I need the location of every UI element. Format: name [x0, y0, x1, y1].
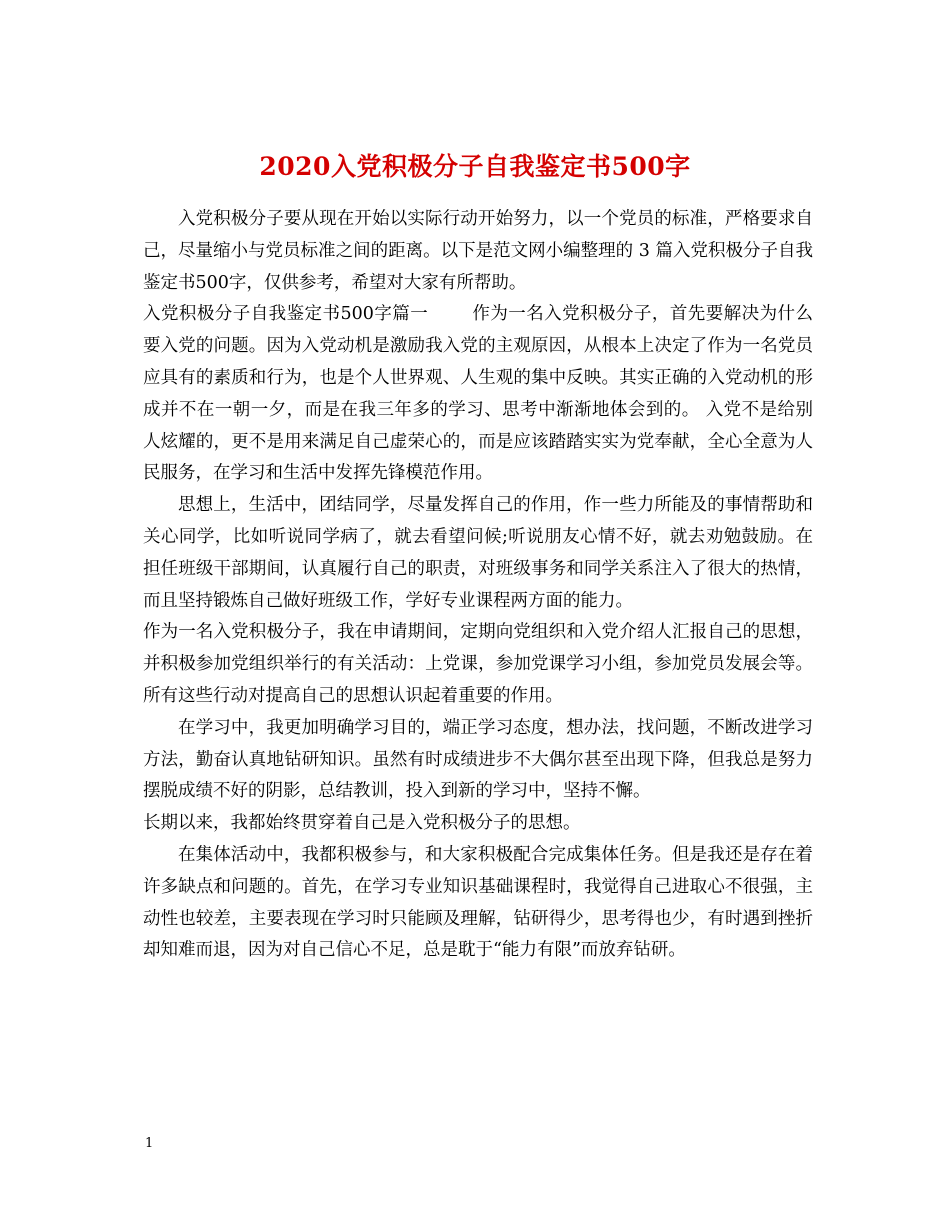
body-paragraph-study: 在学习中，我更加明确学习目的，端正学习态度，想办法，找问题，不断改进学习方法，勤奋认真地钻研知识。虽然有时成绩进步不大偶尔甚至出现下降，但我总是努力摆脱成绩不好的阴影，总结教训，投入到新的学习中，坚持不懈。	[143, 717, 813, 802]
body-paragraph-longterm: 长期以来，我都始终贯穿着自己是入党积极分子的思想。	[143, 813, 581, 834]
body-paragraph-application: 作为一名入党积极分子，我在申请期间，定期向党组织和入党介绍人汇报自己的思想，并积极参加党组织举行的有关活动：上党课，参加党课学习小组，参加党员发展会等。所有这些行动对提高自己的思想认识起着重要的作用。	[143, 622, 813, 706]
section-heading: 入党积极分子自我鉴定书500字篇一	[143, 304, 429, 325]
document-title: 2020入党积极分子自我鉴定书500字	[259, 151, 691, 181]
body-paragraph-thought: 思想上，生活中，团结同学，尽量发挥自己的作用，作一些力所能及的事情帮助和关心同学，比如听说同学病了，就去看望问候;听说朋友心情不好，就去劝勉鼓励。在担任班级干部期间，认真履行自己的职责，对班级事务和同学关系注入了很大的热情，而且坚持锻炼自己做好班级工作，学好专业课程两方面的能力。	[143, 495, 813, 611]
section-paragraph	[143, 299, 813, 490]
section-first-text: 作为一名入党积极分子，首先要解决为什么要入党的问题。因为入党动机是激励我入党的主观原因，从根本上决定了作为一名党员应具有的素质和行为，也是个人世界观、人生观的集中反映。其实正确的入党动机的形成并不在一朝一夕，而是在我三年多的学习、思考中渐渐地体会到的。 入党不是给别人炫耀的，更不是用来满足自己虚荣心的，而是应该踏踏实实为党奉献，全心全意为人民服务，在学习和生活中发挥先锋模范作用。	[143, 304, 813, 484]
document-body	[143, 204, 813, 967]
body-paragraph-collective: 在集体活动中，我都积极参与，和大家积极配合完成集体任务。但是我还是存在着许多缺点和问题的。首先，在学习专业知识基础课程时，我觉得自己进取心不很强，主动性也较差，主要表现在学习时只能顾及理解，钻研得少，思考得也少，有时遇到挫折却知难而退，因为对自己信心不足，总是耽于“能力有限”而放弃钻研。	[143, 844, 813, 961]
intro-paragraph: 入党积极分子要从现在开始以实际行动开始努力，以一个党员的标准，严格要求自己，尽量缩小与党员标准之间的距离。以下是范文网小编整理的 3 篇入党积极分子自我鉴定书500字，仅供参考，希望对大家有所帮助。	[143, 209, 813, 293]
page-number: 1	[145, 1136, 154, 1151]
